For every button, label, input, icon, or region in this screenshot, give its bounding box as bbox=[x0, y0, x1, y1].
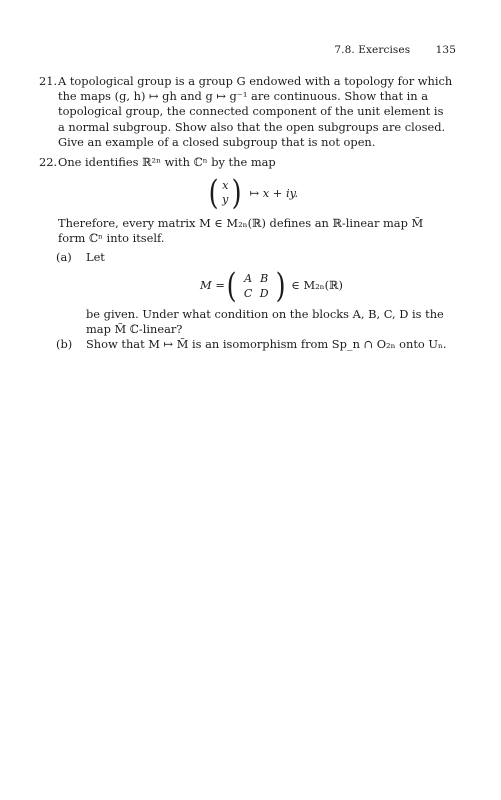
matrix-entry: C bbox=[243, 286, 253, 300]
part-a bbox=[58, 250, 457, 338]
left-paren: ( bbox=[226, 265, 237, 306]
exercise-21-line-5: Give an example of a closed subgroup that is not open. bbox=[58, 134, 376, 149]
vector-entry: y bbox=[222, 193, 229, 207]
exercise-21-line-4: a normal subgroup. Show also that the open subgroups are closed. bbox=[58, 119, 446, 134]
section-title: 7.8. Exercises bbox=[334, 44, 411, 56]
running-header bbox=[334, 44, 456, 56]
part-a-line-2: map M̃ ℂ-linear? bbox=[86, 322, 183, 337]
block-matrix-equation bbox=[86, 265, 457, 306]
exercise-21-line-3: topological group, the connected component of the unit element is bbox=[58, 104, 444, 119]
exercise-number: 22. bbox=[39, 155, 58, 169]
part-b bbox=[58, 337, 457, 352]
therefore-line-2: form ℂⁿ into itself. bbox=[58, 231, 165, 246]
vector-entry: x bbox=[222, 179, 229, 193]
exercise-22-intro: One identifies ℝ²ⁿ with ℂⁿ by the map bbox=[58, 155, 276, 169]
matrix-entry: B bbox=[260, 271, 269, 285]
exercise-22 bbox=[39, 155, 457, 352]
column-vector bbox=[222, 179, 228, 207]
right-paren: ) bbox=[231, 173, 242, 214]
exercise-number: 21. bbox=[39, 74, 58, 88]
exercise-21-line-1: A topological group is a group G endowed with a topology for which bbox=[58, 74, 453, 88]
identification-map bbox=[48, 173, 457, 214]
part-a-let: Let bbox=[86, 249, 105, 264]
part-b-text: Show that M ↦ M̃ is an isomorphism from Sp_n ∩ O₂ₙ onto Uₙ. bbox=[86, 337, 447, 352]
matrix-entry: A bbox=[244, 271, 253, 285]
exercise-21-line-2: the maps (g, h) ↦ gh and g ↦ g⁻¹ are continuous. Show that in a bbox=[58, 89, 429, 104]
exercise-21 bbox=[39, 74, 457, 150]
page-number: 135 bbox=[435, 44, 456, 56]
map-target: ↦ x + iy. bbox=[249, 185, 299, 200]
matrix-rhs: ∈ M₂ₙ(ℝ) bbox=[291, 278, 343, 293]
matrix-lhs: M = bbox=[200, 278, 225, 293]
part-a-line-1: be given. Under what condition on the blocks A, B, C, D is the bbox=[86, 306, 444, 321]
therefore-line-1: Therefore, every matrix M ∈ M₂ₙ(ℝ) defines an ℝ-linear map M̃ bbox=[58, 216, 424, 231]
block-matrix bbox=[240, 271, 272, 301]
left-paren: ( bbox=[208, 173, 219, 214]
matrix-entry: D bbox=[259, 286, 269, 300]
part-label: (a) bbox=[56, 249, 72, 264]
right-paren: ) bbox=[275, 265, 286, 306]
part-label: (b) bbox=[56, 337, 73, 352]
